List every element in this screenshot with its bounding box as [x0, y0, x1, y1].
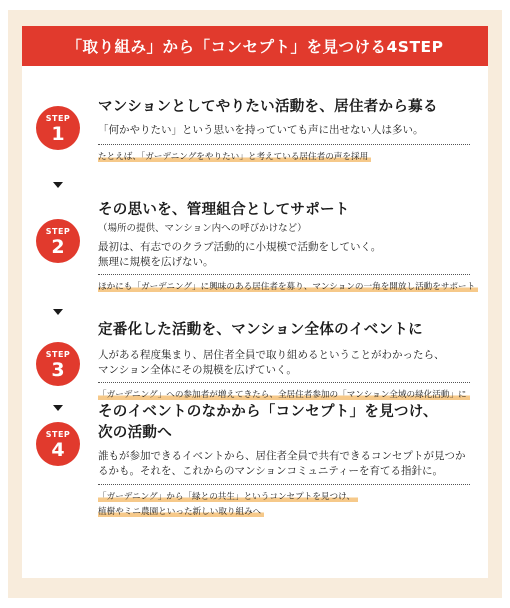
step-4-example: [98, 490, 358, 504]
down-arrow-icon: [53, 309, 63, 315]
dotted-divider: [98, 144, 470, 145]
dotted-divider: [98, 382, 470, 383]
down-arrow-icon: [53, 405, 63, 411]
step-2-body-line-1: 最初は、有志でのクラブ活動的に小規模で活動をしていく。: [98, 241, 382, 253]
step-1-example: [98, 150, 371, 164]
step-3-badge: [36, 342, 80, 386]
step-3-title: 定番化した活動を、マンション全体のイベントに: [98, 322, 423, 338]
step-1-body-line-1: 「何かやりたい」という思いを持っていても声に出せない人は多い。: [98, 124, 424, 136]
step-1-title: マンションとしてやりたい活動を、居住者から募る: [98, 99, 438, 115]
step-1-example-line-1: たとえば、「ガーデニングをやりたい」と考えている居住者の声を採用: [98, 152, 371, 162]
down-arrow-icon: [53, 182, 63, 188]
step-4-badge: [36, 422, 80, 466]
step-label: STEP: [45, 227, 71, 236]
step-number: 1: [51, 123, 65, 145]
step-4-example-line-1: 「ガーデニング」から「緑との共生」というコンセプトを見つけ、: [98, 492, 358, 502]
step-4-title-line-2: 次の活動へ: [98, 425, 172, 441]
step-4-body-line-2: るかも。それを、これからのマンションコミュニティーを育てる指針に。: [98, 465, 443, 477]
steps-card: [22, 66, 488, 578]
step-label: STEP: [45, 430, 71, 439]
step-3-body-line-2: マンション全体にその規模を広げていく。: [98, 364, 297, 376]
step-4-example-2: [98, 505, 264, 519]
page-title: 「取り組み」から「コンセプト」を見つける4STEP: [22, 26, 488, 66]
step-label: STEP: [45, 114, 71, 123]
step-4-body-line-1: 誰もが参加できるイベントから、居住者全員で共有できるコンセプトが見つか: [98, 450, 466, 462]
dotted-divider: [98, 484, 470, 485]
step-4-example-line-2: 植樹やミニ農園といった新しい取り組みへ: [98, 507, 264, 517]
step-2-subtitle: （場所の提供、マンション内への呼びかけなど）: [98, 223, 307, 234]
step-3-example-line-1: 「ガーデニング」への参加者が増えてきたら、全居住者参加の「マンション全域の緑化活動」に: [98, 390, 470, 400]
step-2-example: [98, 280, 478, 294]
step-1-badge: [36, 106, 80, 150]
step-2-body-line-2: 無理に規模を広げない。: [98, 256, 214, 268]
step-4-title-line-1: そのイベントのなかから「コンセプト」を見つけ、: [98, 404, 438, 420]
step-3-body-line-1: 人がある程度集まり、居住者全員で取り組めるということがわかったら、: [98, 349, 445, 361]
step-number: 2: [51, 236, 65, 258]
step-3-example: [98, 388, 470, 402]
step-label: STEP: [45, 350, 71, 359]
step-number: 4: [51, 439, 65, 461]
step-number: 3: [51, 359, 65, 381]
step-2-example-line-1: ほかにも「ガーデニング」に興味のある居住者を募り、マンションの一角を開放し活動をサポート: [98, 282, 478, 292]
step-2-badge: [36, 219, 80, 263]
step-2-title: その思いを、管理組合としてサポート: [98, 202, 350, 218]
dotted-divider: [98, 274, 470, 275]
